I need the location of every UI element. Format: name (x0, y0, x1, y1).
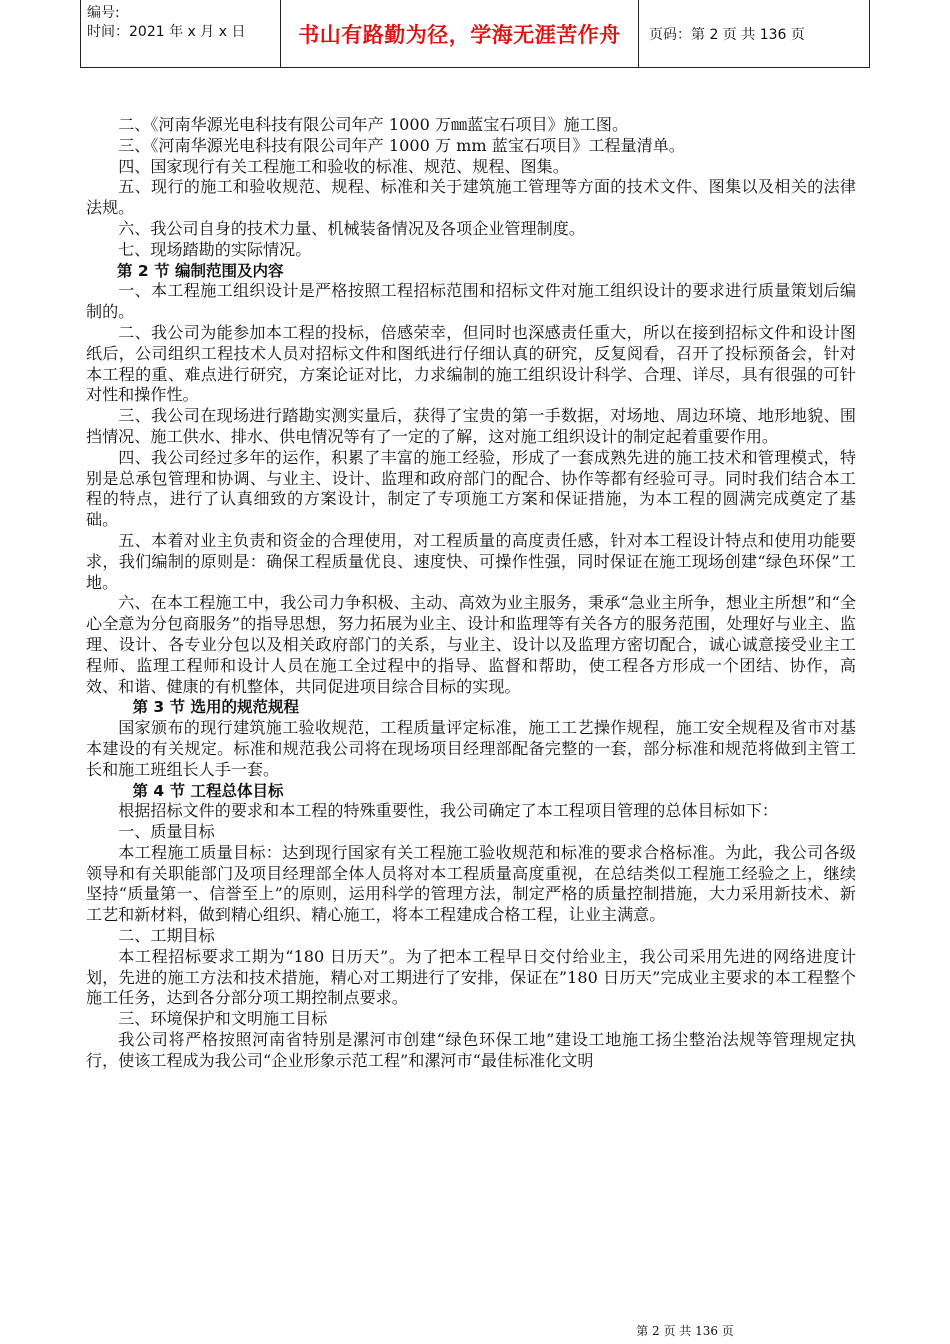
body-paragraph: 三、环境保护和文明施工目标 (118, 1009, 328, 1029)
document-body (86, 115, 856, 1072)
body-paragraph: 四、国家现行有关工程施工和验收的标准、规范、规程、图集。 (118, 156, 569, 176)
header-motto: 书山有路勤为径，学海无涯苦作舟 (280, 0, 638, 67)
body-paragraph: 本工程施工质量目标：达到现行国家有关工程施工验收规范和标准的要求合格标准。为此，我公司各级领导和有关职能部门及项目经理部全体人员将对本工程质量高度重视，在总结类似工程施工经验之上，继续坚持“质量第一、信誉至上”的原则，运用科学的管理方法，制定严格的质量控制措施，大力采用新技术、新工艺和新材料，做到精心组织、精心施工，将本工程建成合格工程，让业主满意。 (86, 842, 856, 925)
section-heading: 第 3 节 选用的规范规程 (132, 698, 299, 717)
header-page-info: 页码：第 2 页 共 136 页 (638, 0, 869, 67)
body-paragraph: 三、《河南华源光电科技有限公司年产 1000 万 mm 蓝宝石项目》工程量清单。 (118, 135, 685, 155)
page-header (80, 0, 870, 68)
body-paragraph: 本工程招标要求工期为“180 日历天”。为了把本工程早日交付给业主，我公司采用先进的网络进度计划，先进的施工方法和技术措施，精心对工期进行了安排，保证在”180 日历天”完成业主要求的本工程整个施工任务，达到各分部分项工期控制点要求。 (86, 946, 856, 1008)
body-paragraph: 三、我公司在现场进行踏勘实测实量后，获得了宝贵的第一手数据，对场地、周边环境、地形地貌、围挡情况、施工供水、排水、供电情况等有了一定的了解，这对施工组织设计的制定起着重要作用。 (86, 406, 856, 446)
body-paragraph: 六、我公司自身的技术力量、机械装备情况及各项企业管理制度。 (118, 218, 585, 238)
body-paragraph: 一、本工程施工组织设计是严格按照工程招标范围和招标文件对施工组织设计的要求进行质量策划后编制的。 (86, 281, 856, 322)
footer-page-number: 第 2 页 共 136 页 (636, 1324, 734, 1338)
body-paragraph: 五、本着对业主负责和资金的合理使用，对工程质量的高度责任感，针对本工程设计特点和使用功能要求，我们编制的原则是：确保工程质量优良、速度快、可操作性强，同时保证在施工现场创建“绿色环保”工地。 (86, 530, 856, 592)
body-paragraph: 国家颁布的现行建筑施工验收规范，工程质量评定标准，施工工艺操作规程，施工安全规程及省市对基本建设的有关规定。标准和规范我公司将在现场项目经理部配备完整的一套，部分标准和规范将做到主管工长和施工班组长人手一套。 (86, 718, 856, 779)
body-paragraph: 二、工期目标 (118, 926, 215, 946)
section-heading: 第 4 节 工程总体目标 (132, 781, 284, 800)
page-footer (0, 1322, 950, 1339)
document-time-label: 时间：2021 年 x 月 x 日 (87, 24, 246, 40)
document-number-label: 编号: (87, 5, 120, 21)
body-paragraph: 二、《河南华源光电科技有限公司年产 1000 万㎜蓝宝石项目》施工图。 (118, 115, 629, 134)
body-paragraph: 根据招标文件的要求和本工程的特殊重要性，我公司确定了本工程项目管理的总体目标如下： (118, 801, 779, 821)
body-paragraph: 五、现行的施工和验收规范、规程、标准和关于建筑施工管理等方面的技术文件、图集以及相关的法律法规。 (86, 177, 856, 218)
header-meta (81, 0, 280, 67)
section-heading: 第 2 节 编制范围及内容 (117, 261, 284, 280)
body-paragraph: 我公司将严格按照河南省特别是漯河市创建“绿色环保工地”建设工地施工扬尘整治法规等管理规定执行，使该工程成为我公司“企业形象示范工程”和漯河市“最佳标准化文明 (86, 1030, 856, 1070)
body-paragraph: 六、在本工程施工中，我公司力争积极、主动、高效为业主服务，秉承“急业主所争，想业主所想”和“全心全意为分包商服务”的指导思想，努力拓展为业主、设计和监理等有关各方的服务范围，处理好与业主、监理、设计、各专业分包以及相关政府部门的关系，与业主、设计以及监理方密切配合，诚心诚意接受业主工程师、监理工程师和设计人员在施工全过程中的指导、监督和帮助，使工程各方形成一个团结、协作，高效、和谐、健康的有机整体，共同促进项目综合目标的实现。 (86, 593, 856, 696)
body-paragraph: 二、我公司为能参加本工程的投标，倍感荣幸，但同时也深感责任重大，所以在接到招标文件和设计图纸后，公司组织工程技术人员对招标文件和图纸进行仔细认真的研究，反复阅看，召开了投标预备会，针对本工程的重、难点进行研究，方案论证对比，力求编制的施工组织设计科学、合理、详尽，具有很强的可针对性和操作性。 (86, 322, 856, 405)
body-paragraph: 七、现场踏勘的实际情况。 (118, 239, 312, 259)
body-paragraph: 四、我公司经过多年的运作，积累了丰富的施工经验，形成了一套成熟先进的施工技术和管理模式，特别是总承包管理和协调、与业主、设计、监理和政府部门的配合、协作等都有经验可寻。同时我们结合本工程的特点，进行了认真细致的方案设计，制定了专项施工方案和保证措施，为本工程的圆满完成奠定了基础。 (86, 447, 856, 530)
body-paragraph: 一、质量目标 (118, 822, 215, 842)
